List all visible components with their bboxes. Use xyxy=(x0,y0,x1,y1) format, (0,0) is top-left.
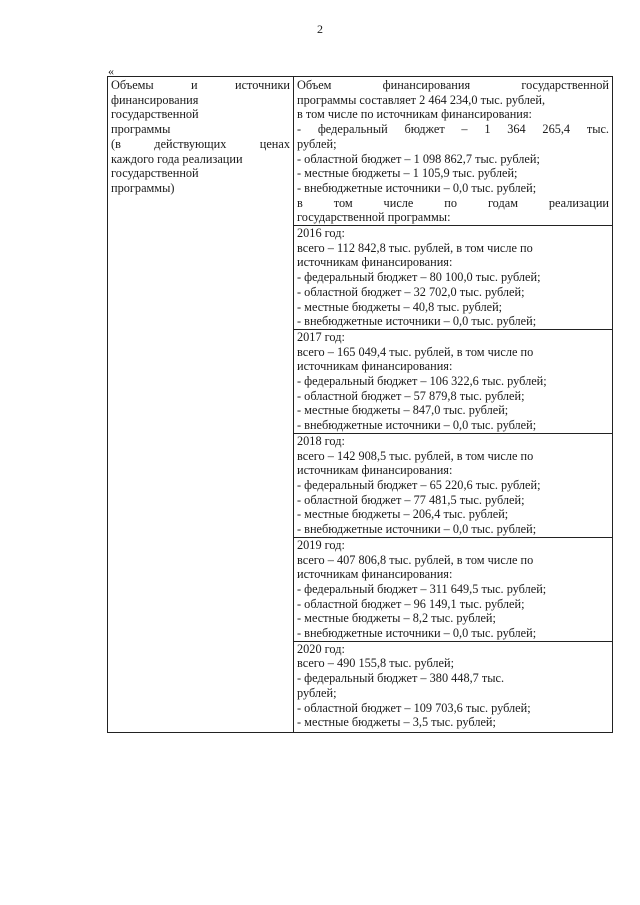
intro-line: Объем финансирования государственной xyxy=(297,78,609,92)
left-line: программы xyxy=(111,122,171,137)
intro-line: в том числе по годам реализации xyxy=(297,195,609,210)
program-financing-table xyxy=(107,76,613,733)
year-line: - федеральный бюджет – 80 100,0 тыс. рублей; xyxy=(297,270,541,285)
year-line: - внебюджетные источники – 0,0 тыс. рублей; xyxy=(297,314,537,329)
year-line: - местные бюджеты – 40,8 тыс. рублей; xyxy=(297,299,503,314)
year-line: - внебюджетные источники – 0,0 тыс. рублей; xyxy=(297,418,537,433)
parameter-name-cell xyxy=(108,77,294,733)
year-line: - местные бюджеты – 3,5 тыс. рублей; xyxy=(297,715,496,730)
year-line: источникам финансирования: xyxy=(297,463,453,478)
table-row xyxy=(108,77,613,733)
year-line: - федеральный бюджет – 65 220,6 тыс. рублей; xyxy=(297,477,541,492)
year-line: всего – 142 908,5 тыс. рублей, в том числе по xyxy=(297,448,534,463)
year-line: - федеральный бюджет – 380 448,7 тыс. xyxy=(297,671,505,686)
year-line: - областной бюджет – 32 702,0 тыс. рублей; xyxy=(297,284,525,299)
year-line: источникам финансирования: xyxy=(297,255,453,270)
year-line: - местные бюджеты – 8,2 тыс. рублей; xyxy=(297,611,496,626)
year-line: всего – 490 155,8 тыс. рублей; xyxy=(297,656,455,671)
year-block-2018 xyxy=(294,433,612,537)
year-line: всего – 165 049,4 тыс. рублей, в том числе по xyxy=(297,344,534,359)
year-line: источникам финансирования: xyxy=(297,567,453,582)
page-number: 2 xyxy=(317,22,323,36)
intro-line: - местные бюджеты – 1 105,9 тыс. рублей; xyxy=(297,166,518,181)
year-line: - областной бюджет – 109 703,6 тыс. рублей; xyxy=(297,700,531,715)
year-line: - областной бюджет – 57 879,8 тыс. рублей; xyxy=(297,388,525,403)
intro-line: - внебюджетные источники – 0,0 тыс. рублей; xyxy=(297,180,537,195)
intro-line: - федеральный бюджет – 1 364 265,4 тыс. xyxy=(297,122,609,137)
left-line: Объемы и источники xyxy=(111,78,290,92)
year-line: рублей; xyxy=(297,685,337,700)
year-heading: 2019 год: xyxy=(297,537,345,552)
intro-line: в том числе по источникам финансирования: xyxy=(297,107,532,122)
year-line: - внебюджетные источники – 0,0 тыс. рублей; xyxy=(297,626,537,641)
intro-line: рублей; xyxy=(297,136,337,151)
year-line: - федеральный бюджет – 106 322,6 тыс. рублей; xyxy=(297,374,547,389)
year-block-2017 xyxy=(294,329,612,433)
intro-line: государственной программы: xyxy=(297,210,451,225)
year-block-2016 xyxy=(294,225,612,329)
year-block-2020 xyxy=(294,641,612,730)
year-heading: 2018 год: xyxy=(297,433,345,448)
year-line: - местные бюджеты – 206,4 тыс. рублей; xyxy=(297,507,509,522)
intro-line: - областной бюджет – 1 098 862,7 тыс. рублей; xyxy=(297,151,540,166)
left-line: (в действующих ценах xyxy=(111,136,290,151)
left-line: государственной xyxy=(111,107,199,122)
left-line: программы) xyxy=(111,180,175,195)
year-line: всего – 407 806,8 тыс. рублей, в том числе по xyxy=(297,552,534,567)
year-line: всего – 112 842,8 тыс. рублей, в том числе по xyxy=(297,240,533,255)
year-line: источникам финансирования: xyxy=(297,359,453,374)
year-line: - областной бюджет – 77 481,5 тыс. рублей; xyxy=(297,492,525,507)
left-line: финансирования xyxy=(111,92,199,107)
year-line: - внебюджетные источники – 0,0 тыс. рублей; xyxy=(297,522,537,537)
parameter-value-cell xyxy=(294,77,613,733)
year-heading: 2017 год: xyxy=(297,329,345,344)
year-heading: 2016 год: xyxy=(297,226,345,241)
intro-line: программы составляет 2 464 234,0 тыс. рублей, xyxy=(297,92,546,107)
left-line: государственной xyxy=(111,166,199,181)
year-line: - местные бюджеты – 847,0 тыс. рублей; xyxy=(297,403,509,418)
year-heading: 2020 год: xyxy=(297,641,345,656)
left-line: каждого года реализации xyxy=(111,151,243,166)
year-line: - областной бюджет – 96 149,1 тыс. рублей; xyxy=(297,596,525,611)
year-block-2019 xyxy=(294,537,612,641)
year-line: - федеральный бюджет – 311 649,5 тыс. рублей; xyxy=(297,581,547,596)
opening-quote-mark: « xyxy=(108,64,114,78)
